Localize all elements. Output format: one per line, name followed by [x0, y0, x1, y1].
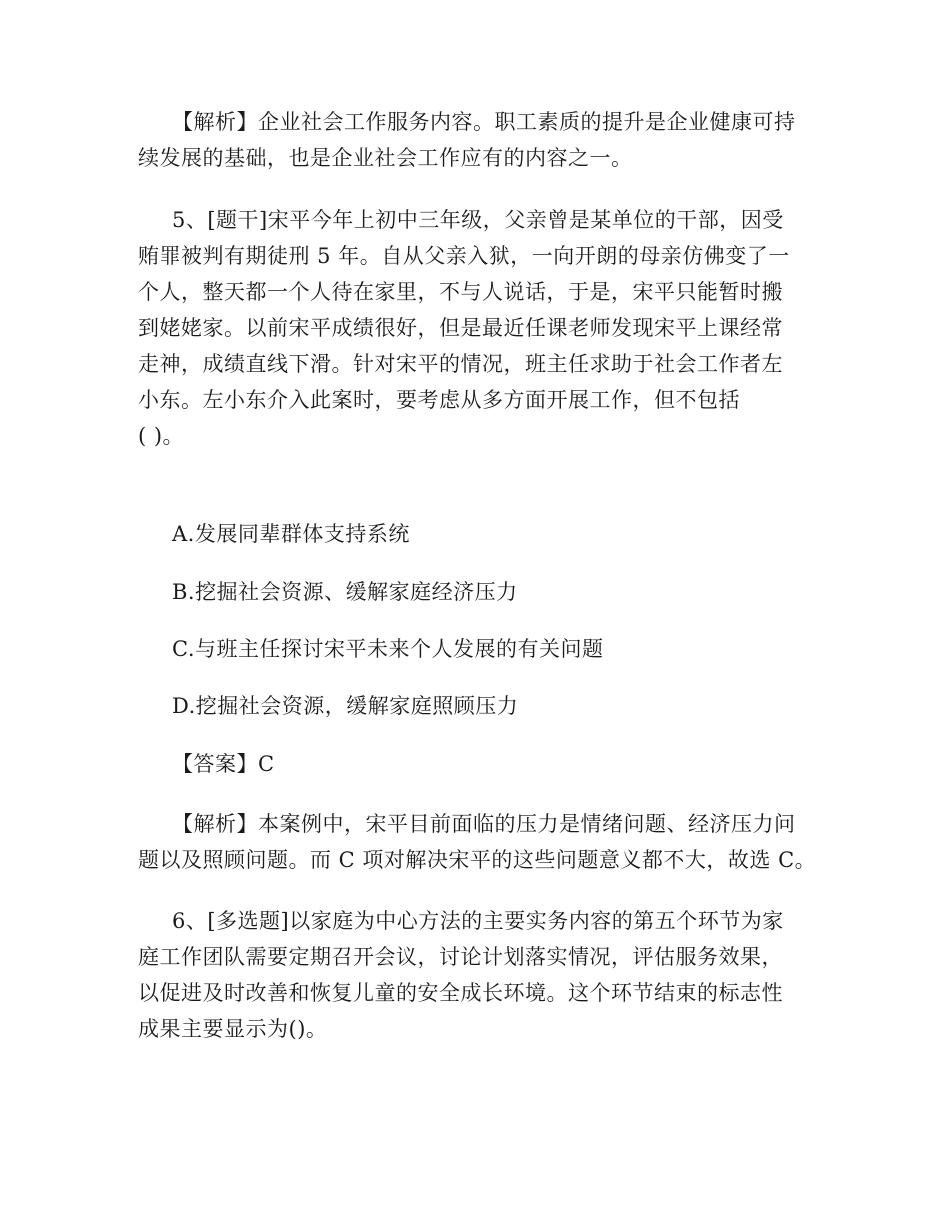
text-line: 成果主要显示为()。: [138, 1017, 328, 1041]
analysis-paragraph: [138, 104, 808, 176]
text-line: 【解析】本案例中，宋平目前面临的压力是情绪问题、经济压力问: [172, 812, 796, 836]
option-d: D.挖掘社会资源，缓解家庭照顾压力: [172, 694, 519, 718]
text-line: 以促进及时改善和恢复儿童的安全成长环境。这个环节结束的标志性: [138, 981, 783, 1005]
text-line: 贿罪被判有期徒刑 5 年。自从父亲入狱，一向开朗的母亲仿佛变了一: [138, 244, 790, 268]
text-line: 走神，成绩直线下滑。针对宋平的情况，班主任求助于社会工作者左: [138, 352, 783, 376]
text-line: 题以及照顾问题。而 C 项对解决宋平的这些问题意义都不大，故选 C。: [138, 848, 817, 872]
text-line: 【解析】企业社会工作服务内容。职工素质的提升是企业健康可持: [172, 110, 796, 134]
text-line: 个人，整天都一个人待在家里，不与人说话，于是，宋平只能暂时搬: [138, 280, 783, 304]
text-line: 6、[多选题]以家庭为中心方法的主要实务内容的第五个环节为家: [172, 909, 784, 933]
text-line: 5、[题干]宋平今年上初中三年级，父亲曾是某单位的干部，因受: [172, 208, 784, 232]
text-line: 庭工作团队需要定期召开会议，讨论计划落实情况，评估服务效果，: [138, 945, 783, 969]
question-5-analysis: [138, 806, 817, 878]
text-line: 小东。左小东介入此案时，要考虑从多方面开展工作，但不包括: [138, 388, 740, 412]
text-line: ( )。: [138, 424, 185, 448]
option-a: A.发展同辈群体支持系统: [172, 522, 410, 546]
answer-label: 【答案】C: [172, 752, 275, 776]
option-c: C.与班主任探讨宋平未来个人发展的有关问题: [172, 637, 604, 661]
text-line: 续发展的基础，也是企业社会工作应有的内容之一。: [138, 146, 633, 170]
option-b: B.挖掘社会资源、缓解家庭经济压力: [172, 580, 518, 604]
text-line: 到姥姥家。以前宋平成绩很好，但是最近任课老师发现宋平上课经常: [138, 316, 783, 340]
question-6-stem: [138, 903, 808, 1047]
question-5-stem: [138, 202, 808, 454]
